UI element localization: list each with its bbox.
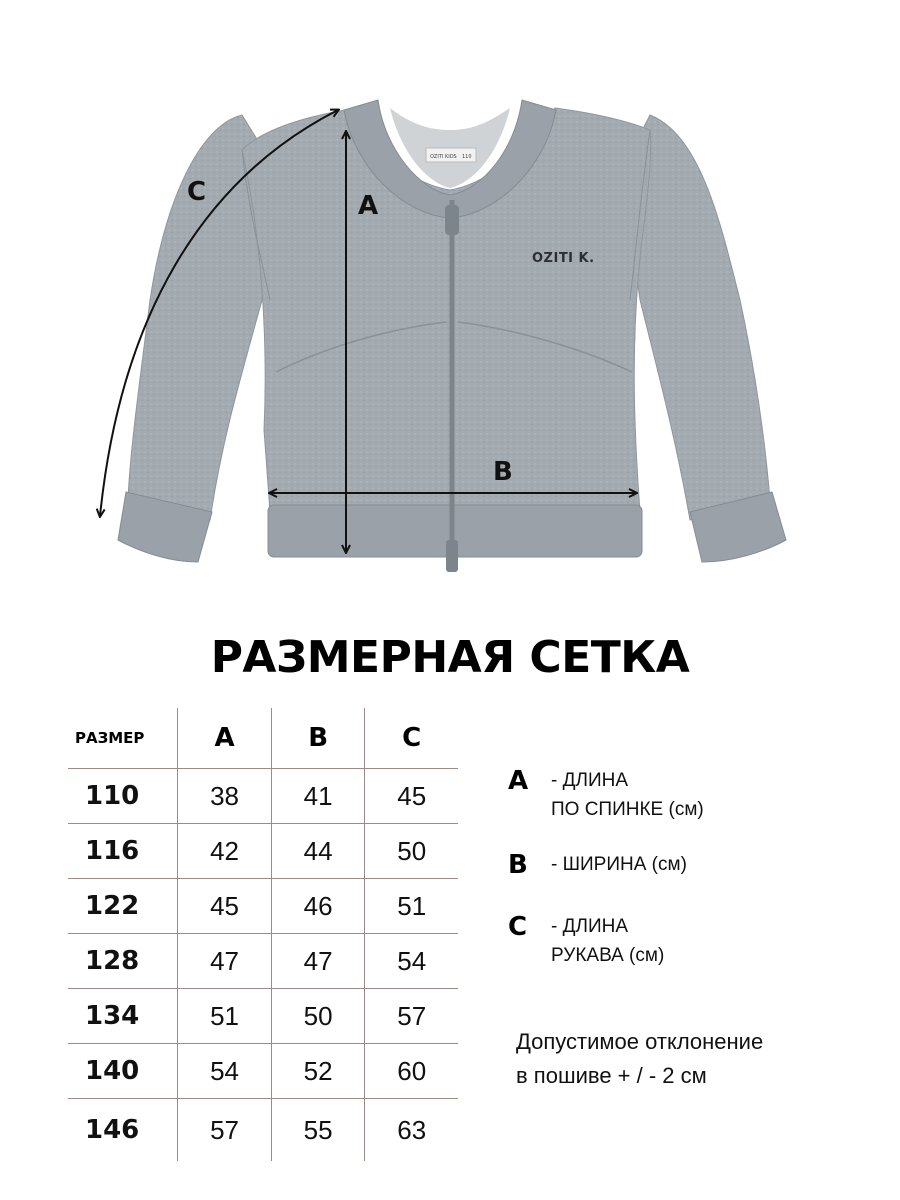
cell-size: 110 [68, 769, 178, 824]
table-row [68, 1044, 458, 1099]
table-header-row [68, 708, 458, 769]
cell-a: 42 [178, 824, 272, 879]
legend-desc-c [551, 912, 664, 970]
tag-label: OZITI KIDS [430, 154, 457, 160]
cell-c: 60 [365, 1044, 458, 1099]
table-row [68, 879, 458, 934]
dimension-c-label: C [187, 177, 207, 207]
tolerance-note [516, 1025, 763, 1093]
header-c: C [365, 708, 458, 769]
cell-a: 45 [178, 879, 272, 934]
table-row [68, 934, 458, 989]
tag-size: 110 [462, 154, 472, 160]
legend-c-line1: - ДЛИНА [551, 916, 628, 937]
legend-desc-a [551, 766, 704, 824]
header-b: B [271, 708, 365, 769]
cell-b: 50 [271, 989, 365, 1044]
legend-a-line1: - ДЛИНА [551, 770, 628, 791]
dimension-a-label: A [358, 191, 379, 221]
zipper-bottom-pull [446, 540, 458, 572]
cell-b: 46 [271, 879, 365, 934]
cell-c: 63 [365, 1099, 458, 1162]
legend-c-line2: РУКАВА (см) [551, 945, 665, 966]
cell-b: 41 [271, 769, 365, 824]
cell-size: 134 [68, 989, 178, 1044]
cell-b: 44 [271, 824, 365, 879]
cell-b: 47 [271, 934, 365, 989]
cell-size: 122 [68, 879, 178, 934]
cell-b: 52 [271, 1044, 365, 1099]
size-table [68, 708, 458, 1161]
legend-b-line1: - ШИРИНА (см) [551, 854, 687, 875]
tolerance-line1: Допустимое отклонение [516, 1029, 764, 1054]
legend-key-c: C [508, 912, 528, 942]
cell-c: 50 [365, 824, 458, 879]
zipper-pull [445, 205, 459, 235]
table-row [68, 1099, 458, 1162]
header-a: A [178, 708, 272, 769]
cell-c: 45 [365, 769, 458, 824]
page-title: РАЗМЕРНАЯ СЕТКА [210, 632, 690, 683]
cell-size: 140 [68, 1044, 178, 1099]
brand-print: OZITI K. [532, 251, 595, 266]
cell-a: 54 [178, 1044, 272, 1099]
cell-c: 57 [365, 989, 458, 1044]
legend-key-a: A [508, 766, 529, 796]
cell-a: 51 [178, 989, 272, 1044]
jacket [118, 100, 786, 572]
dimension-b-label: B [493, 457, 513, 487]
cell-size: 128 [68, 934, 178, 989]
tolerance-line2: в пошиве + / - 2 см [516, 1063, 707, 1088]
legend-key-b: B [508, 850, 528, 880]
table-row [68, 989, 458, 1044]
table-row [68, 769, 458, 824]
header-size: РАЗМЕР [68, 708, 178, 769]
legend-a-line2: ПО СПИНКЕ (см) [551, 799, 704, 820]
cell-a: 47 [178, 934, 272, 989]
table-row [68, 824, 458, 879]
cell-a: 57 [178, 1099, 272, 1162]
legend-desc-b [551, 850, 687, 879]
cell-c: 51 [365, 879, 458, 934]
cell-c: 54 [365, 934, 458, 989]
cell-size: 146 [85, 1115, 140, 1145]
cell-a: 38 [178, 769, 272, 824]
cell-size: 116 [68, 824, 178, 879]
cell-b: 55 [271, 1099, 365, 1162]
